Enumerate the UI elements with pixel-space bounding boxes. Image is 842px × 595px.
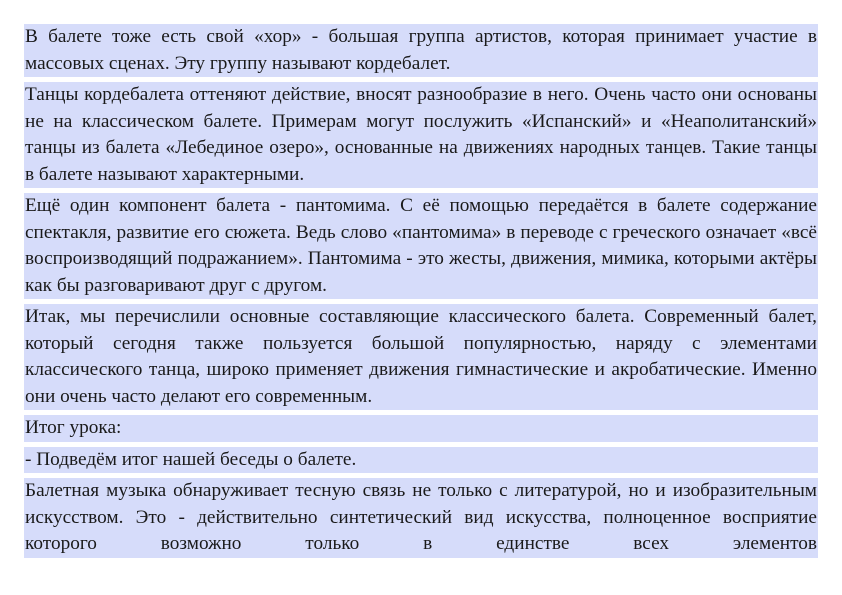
paragraph-ballet-music: Балетная музыка обнаруживает тесную связь не только с литературой, но и изобразительным искусством. Это - действительно синтетический вид искусства, полноценное восприятие которого возможно только в единстве всех элементов xyxy=(24,478,818,558)
paragraph-lesson-summary-heading: Итог урока: xyxy=(24,415,818,442)
paragraph-corps-de-ballet-intro: В балете тоже есть свой «хор» - большая группа артистов, которая принимает участие в массовых сценах. Эту группу называют кордебалет. xyxy=(24,24,818,77)
text-block xyxy=(24,24,818,558)
paragraph-lesson-summary-item: - Подведём итог нашей беседы о балете. xyxy=(24,447,818,474)
paragraph-corps-de-ballet-dances: Танцы кордебалета оттеняют действие, вносят разнообразие в него. Очень часто они основаны не на классическом балете. Примерам могут послужить «Испанский» и «Неаполитанский» танцы из балета «Лебединое озеро», основанные на движениях народных танцев. Такие танцы в балете называют характерными. xyxy=(24,82,818,188)
paragraph-pantomime: Ещё один компонент балета - пантомима. С её помощью передаётся в балете содержание спектакля, развитие его сюжета. Ведь слово «пантомима» в переводе с греческого означает «всё воспроизводящий подражанием». Пантомима - это жесты, движения, мимика, которыми актёры как бы разговаривают друг с другом. xyxy=(24,193,818,299)
paragraph-modern-ballet: Итак, мы перечислили основные составляющие классического балета. Современный балет, который сегодня также пользуется большой популярностью, наряду с элементами классического танца, широко применяет движения гимнастические и акробатические. Именно они очень часто делают его современным. xyxy=(24,304,818,410)
